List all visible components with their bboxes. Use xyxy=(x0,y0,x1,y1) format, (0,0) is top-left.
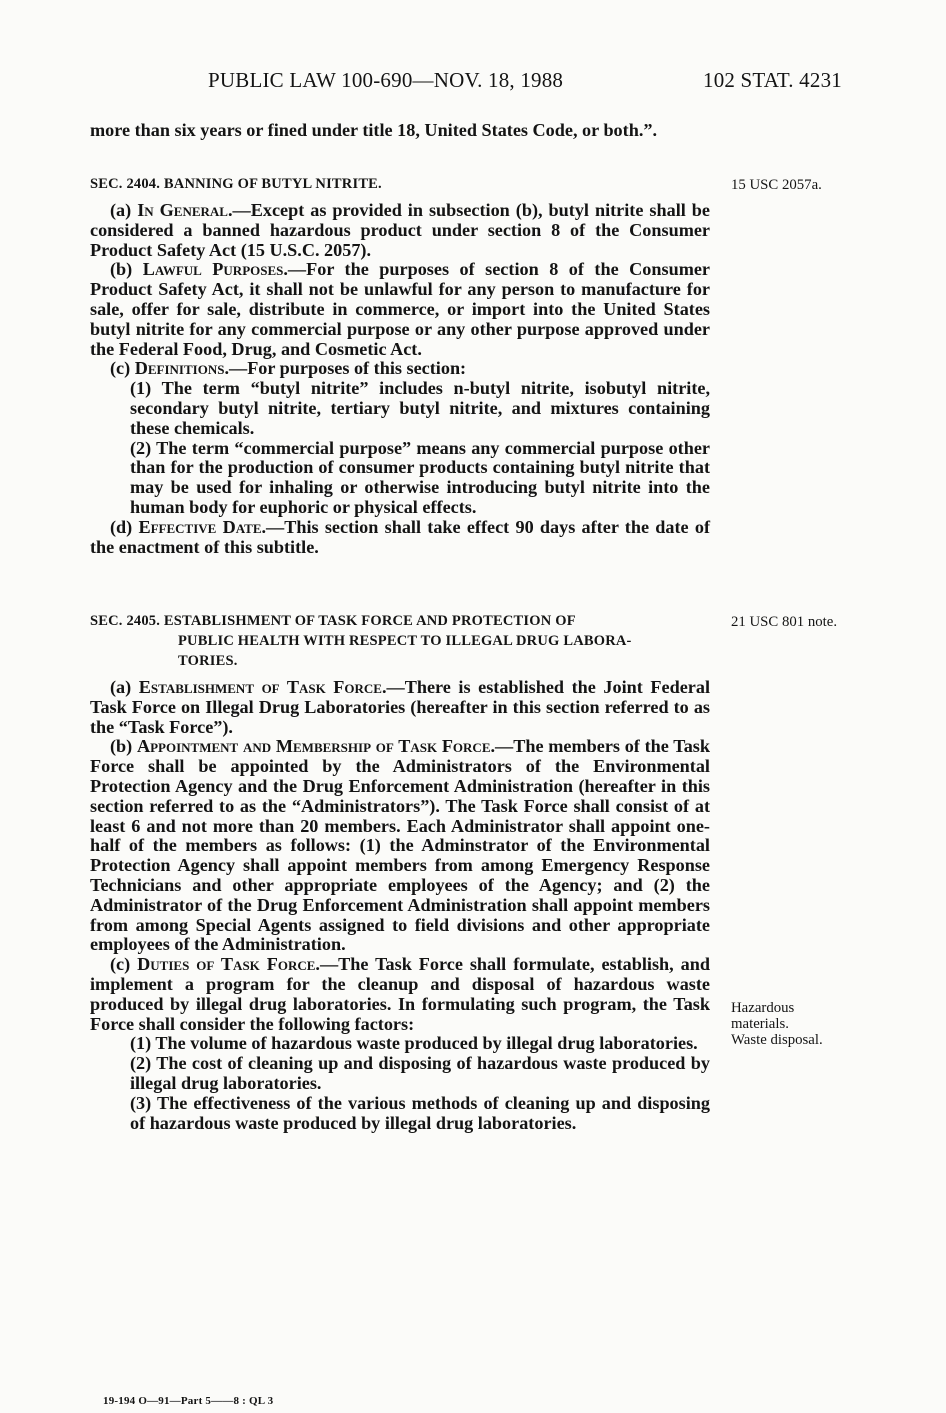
section-2404-subsection-a: (a) In General.—Except as provided in subsection (b), butyl nitrite shall be considered a banned hazardous product under section 8 of the Consumer Product Safety Act (15 U.S.C. 2057). xyxy=(90,200,710,260)
page-header-title: PUBLIC LAW 100-690—NOV. 18, 1988 xyxy=(208,68,564,92)
section-2405-body xyxy=(90,678,710,1133)
page-header-stat-number: 102 STAT. 4231 xyxy=(703,68,842,92)
section-2404-heading: SEC. 2404. BANNING OF BUTYL NITRITE. xyxy=(90,176,382,192)
section-2405-factor-1: (1) The volume of hazardous waste produced by illegal drug laboratories. xyxy=(130,1033,698,1054)
section-2404-definition-2: (2) The term “commercial purpose” means any commercial purpose other than for the production of consumer products containing butyl nitrite that may be used for inhaling or otherwise introducing butyl nitrite into the human body for euphoric or physical effects. xyxy=(130,437,710,517)
section-2404-definition-1: (1) The term “butyl nitrite” includes n-butyl nitrite, isobutyl nitrite, secondary butyl nitrite, tertiary butyl nitrite, and mixtures containing these chemicals. xyxy=(130,378,710,438)
section-2405-factor-3: (3) The effectiveness of the various methods of cleaning up and disposing of hazardous waste produced by illegal drug laboratories. xyxy=(130,1092,710,1133)
section-2405-heading: SEC. 2405. ESTABLISHMENT OF TASK FORCE AND PROTECTION OF PUBLIC HEALTH WITH RESPECT TO ILLEGAL DRUG LABORA- TORIES. xyxy=(90,613,632,669)
section-2405-factor-2: (2) The cost of cleaning up and disposing of hazardous waste produced by illegal drug laboratories. xyxy=(130,1053,710,1093)
section-2404-body xyxy=(90,201,710,557)
section-2405-subsection-a: (a) Establishment of Task Force.—There is established the Joint Federal Task Force on Illegal Drug Laboratories (hereafter in this section referred to as the “Task Force”). xyxy=(90,677,711,737)
carryover-paragraph: more than six years or fined under title 18, United States Code, or both.”. xyxy=(90,120,658,140)
section-2405-margin-note: 21 USC 801 note. xyxy=(731,614,838,630)
section-2405-subsection-b: (b) Appointment and Membership of Task Force.—The members of the Task Force shall be appointed by the Administrators of the Environmental Protection Agency and the Drug Enforcement Administration (hereafter in this section referred to as the “Administrators”). The Task Force shall consist of at least 6 and not more than 20 members. Each Administrator shall appoint one-half of the members as follows: (1) the Adminstrator of the Environmental Protection Agency shall appoint members from among Emergency Response Technicians and other appropriate employees of the Agency; and (2) the Administrator of the Drug Enforcement Administration shall appoint members from among Special Agents assigned to field divisions and other appropriate employees of the Administration. xyxy=(90,736,710,955)
section-2405-subsection-c: (c) Duties of Task Force.—The Task Force shall formulate, establish, and implement a program for the cleanup and disposal of hazardous waste produced by illegal drug laboratories. In formulating such program, the Task Force shall consider the following factors: xyxy=(90,954,710,1034)
section-2404-subsection-c: (c) Definitions.—For purposes of this section: xyxy=(110,358,467,379)
section-2404-margin-note: 15 USC 2057a. xyxy=(731,177,822,193)
section-2404-subsection-d: (d) Effective Date.—This section shall take effect 90 days after the date of the enactment of this subtitle. xyxy=(90,516,711,557)
section-2405-c-margin-note: Hazardous materials. Waste disposal. xyxy=(731,1000,823,1048)
page-footer-code: 19-194 O—91—Part 5——8 : QL 3 xyxy=(103,1395,274,1407)
section-2404-subsection-b: (b) Lawful Purposes.—For the purposes of section 8 of the Consumer Product Safety Act, it shall not be unlawful for any person to manufacture for sale, offer for sale, distribute in commerce, or import into the United States butyl nitrite for any commercial purpose or any other purpose approved under the Federal Food, Drug, and Cosmetic Act. xyxy=(90,259,710,359)
carryover-text xyxy=(90,121,710,141)
